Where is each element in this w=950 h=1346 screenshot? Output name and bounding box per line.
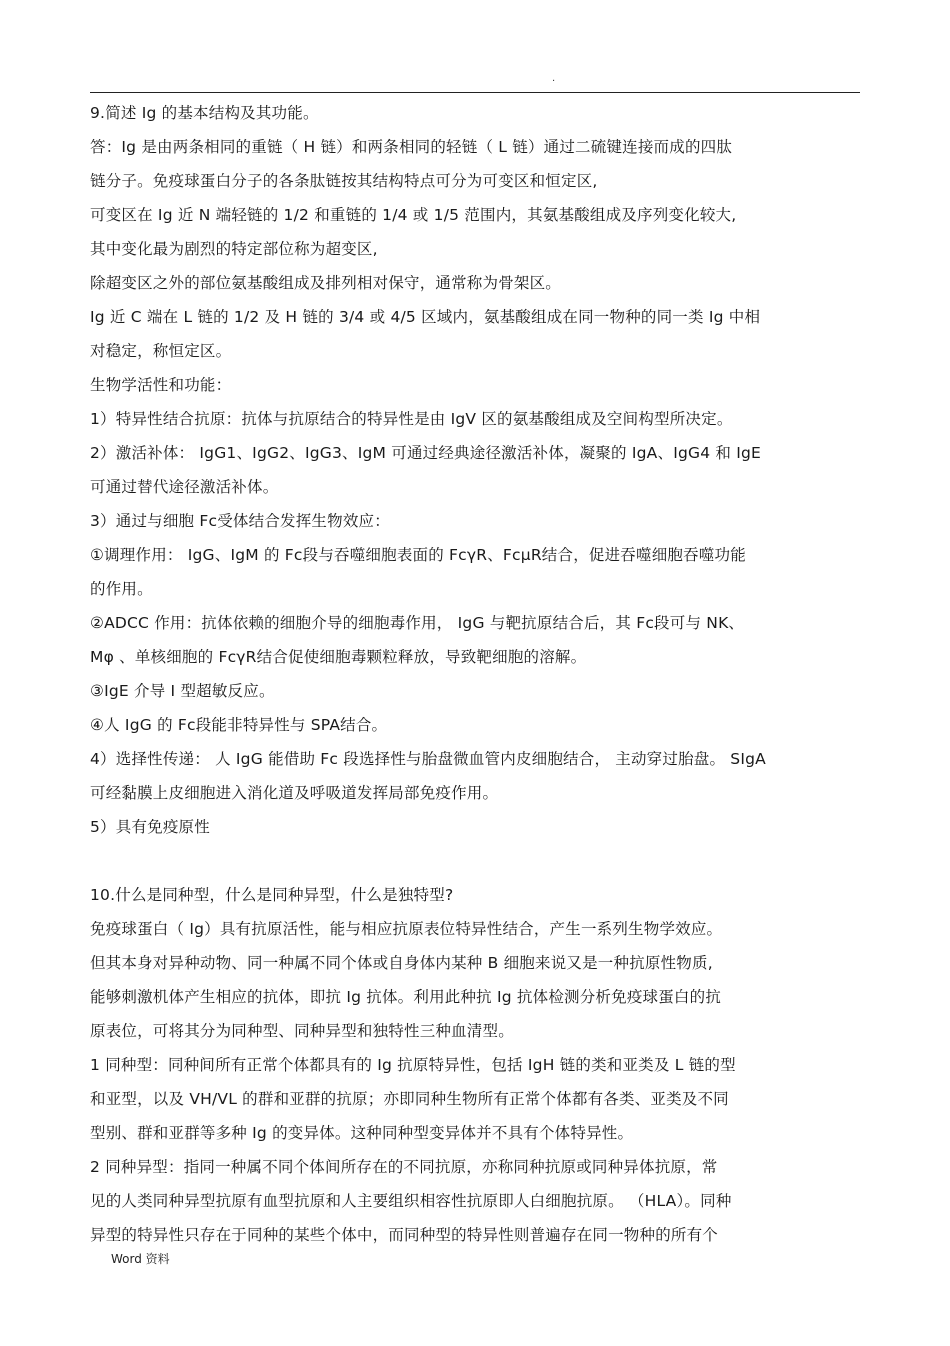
text-line: 4）选择性传递： 人 IgG 能借助 Fc 段选择性与胎盘微血管内皮细胞结合， 主动穿过胎盘。 SIgA (90, 750, 766, 768)
text-line: 1）特异性结合抗原：抗体与抗原结合的特异性是由 IgV 区的氨基酸组成及空间构型所决定。 (90, 410, 733, 428)
text-line: 2）激活补体： IgG1、IgG2、IgG3、IgM 可通过经典途径激活补体，凝聚的 IgA、IgG4 和 IgE (90, 444, 762, 462)
text-line: 和亚型，以及 VH/VL 的群和亚群的抗原；亦即同种生物所有正常个体都有各类、亚类及不同 (90, 1090, 729, 1108)
text-line: 3）通过与细胞 Fc受体结合发挥生物效应： (90, 512, 390, 530)
text-line: 2 同种异型：指同一种属不同个体间所存在的不同抗原，亦称同种抗原或同种异体抗原，常 (90, 1158, 718, 1176)
document-body (90, 96, 865, 1252)
text-line: 链分子。免疫球蛋白分子的各条肽链按其结构特点可分为可变区和恒定区, (90, 172, 598, 190)
text-line: 能够刺激机体产生相应的抗体，即抗 Ig 抗体。利用此种抗 Ig 抗体检测分析免疫球蛋白的抗 (90, 988, 722, 1006)
text-line: 但其本身对异种动物、同一种属不同个体或自身体内某种 B 细胞来说又是一种抗原性物质, (90, 954, 713, 972)
header-dot: . (552, 73, 556, 84)
header-rule (90, 92, 860, 93)
text-line: 5）具有免疫原性 (90, 818, 210, 836)
text-line: ③IgE 介导 Ⅰ 型超敏反应。 (90, 682, 275, 700)
text-line: 对稳定，称恒定区。 (90, 342, 232, 360)
text-line: 答：Ig 是由两条相同的重链（ H 链）和两条相同的轻链（ L 链）通过二硫键连接而成的四肽 (90, 138, 733, 156)
section-10 (90, 878, 865, 1252)
text-line: ①调理作用： IgG、IgM 的 Fc段与吞噬细胞表面的 FcγR、FcμR结合，促进吞噬细胞吞噬功能 (90, 546, 746, 564)
section-gap (90, 844, 865, 878)
page-footer: Word 资料 (111, 1252, 170, 1266)
text-line: 可变区在 Ig 近 N 端轻链的 1/2 和重链的 1/4 或 1/5 范围内，其氨基酸组成及序列变化较大, (90, 206, 737, 224)
text-line: 异型的特异性只存在于同种的某些个体中，而同种型的特异性则普遍存在同一物种的所有个 (90, 1226, 719, 1244)
text-line: 见的人类同种异型抗原有血型抗原和人主要组织相容性抗原即人白细胞抗原。 （HLA）。同种 (90, 1192, 732, 1210)
text-line: 免疫球蛋白（ Ig）具有抗原活性，能与相应抗原表位特异性结合，产生一系列生物学效应。 (90, 920, 723, 938)
text-line: 型别、群和亚群等多种 Ig 的变异体。这种同种型变异体并不具有个体特异性。 (90, 1124, 634, 1142)
section-9 (90, 96, 865, 844)
text-line: Mφ 、单核细胞的 FcγR结合促使细胞毒颗粒释放，导致靶细胞的溶解。 (90, 648, 587, 666)
text-line: Ig 近 C 端在 L 链的 1/2 及 H 链的 3/4 或 4/5 区域内，氨基酸组成在同一物种的同一类 Ig 中相 (90, 308, 761, 326)
text-line: 的作用。 (90, 580, 153, 598)
text-line: 可通过替代途径激活补体。 (90, 478, 279, 496)
text-line: 除超变区之外的部位氨基酸组成及排列相对保守，通常称为骨架区。 (90, 274, 562, 292)
text-line: ②ADCC 作用：抗体依赖的细胞介导的细胞毒作用， IgG 与靶抗原结合后，其 Fc段可与 NK、 (90, 614, 745, 632)
text-line: 1 同种型：同种间所有正常个体都具有的 Ig 抗原特异性，包括 IgH 链的类和亚类及 L 链的型 (90, 1056, 736, 1074)
text-line: 可经黏膜上皮细胞进入消化道及呼吸道发挥局部免疫作用。 (90, 784, 499, 802)
text-line: 其中变化最为剧烈的特定部位称为超变区, (90, 240, 378, 258)
text-line: ④人 IgG 的 Fc段能非特异性与 SPA结合。 (90, 716, 388, 734)
text-line: 生物学活性和功能： (90, 376, 232, 394)
section-9-title: 9.简述 Ig 的基本结构及其功能。 (90, 104, 319, 122)
text-line: 原表位，可将其分为同种型、同种异型和独特性三种血清型。 (90, 1022, 514, 1040)
section-10-title: 10.什么是同种型，什么是同种异型，什么是独特型? (90, 886, 454, 904)
